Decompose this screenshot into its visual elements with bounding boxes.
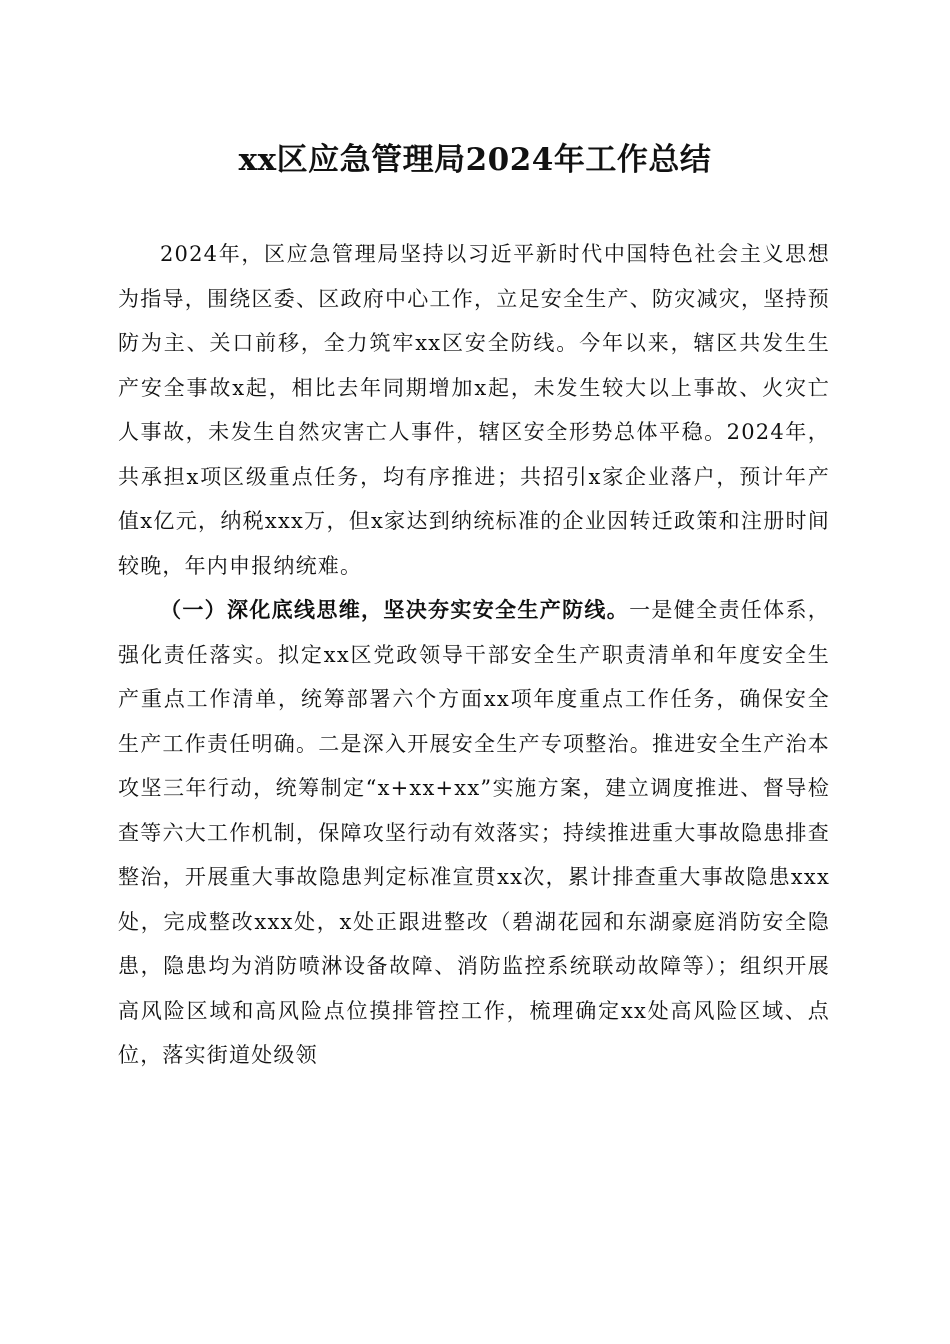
section-1-paragraph — [118, 588, 830, 1078]
section-1-body: 一是健全责任体系，强化责任落实。拟定xx区党政领导干部安全生产职责清单和年度安全生产重点工作清单，统筹部署六个方面xx项年度重点工作任务，确保安全生产工作责任明确。二是深入开展安全生产专项整治。推进安全生产治本攻坚三年行动，统筹制定“x+xx+xx”实施方案，建立调度推进、督导检查等六大工作机制，保障攻坚行动有效落实；持续推进重大事故隐患排查整治，开展重大事故隐患判定标准宣贯xx次，累计排查重大事故隐患xxx处，完成整改xxx处，x处正跟进整改（碧湖花园和东湖豪庭消防安全隐患，隐患均为消防喷淋设备故障、消防监控系统联动故障等）；组织开展高风险区域和高风险点位摸排管控工作，梳理确定xx处高风险区域、点位，落实街道处级领 — [118, 598, 830, 1067]
document-body — [118, 232, 830, 1078]
document-title: xx区应急管理局2024年工作总结 — [238, 142, 712, 178]
intro-paragraph: 2024年，区应急管理局坚持以习近平新时代中国特色社会主义思想为指导，围绕区委、区政府中心工作，立足安全生产、防灾减灾，坚持预防为主、关口前移，全力筑牢xx区安全防线。今年以来，辖区共发生生产安全事故x起，相比去年同期增加x起，未发生较大以上事故、火灾亡人事故，未发生自然灾害亡人事件，辖区安全形势总体平稳。2024年，共承担x项区级重点任务，均有序推进；共招引x家企业落户，预计年产值x亿元，纳税xxx万，但x家达到纳统标准的企业因转迁政策和注册时间较晚，年内申报纳统难。 — [118, 242, 830, 578]
section-1-heading: （一）深化底线思维，坚决夯实安全生产防线。 — [160, 597, 630, 622]
